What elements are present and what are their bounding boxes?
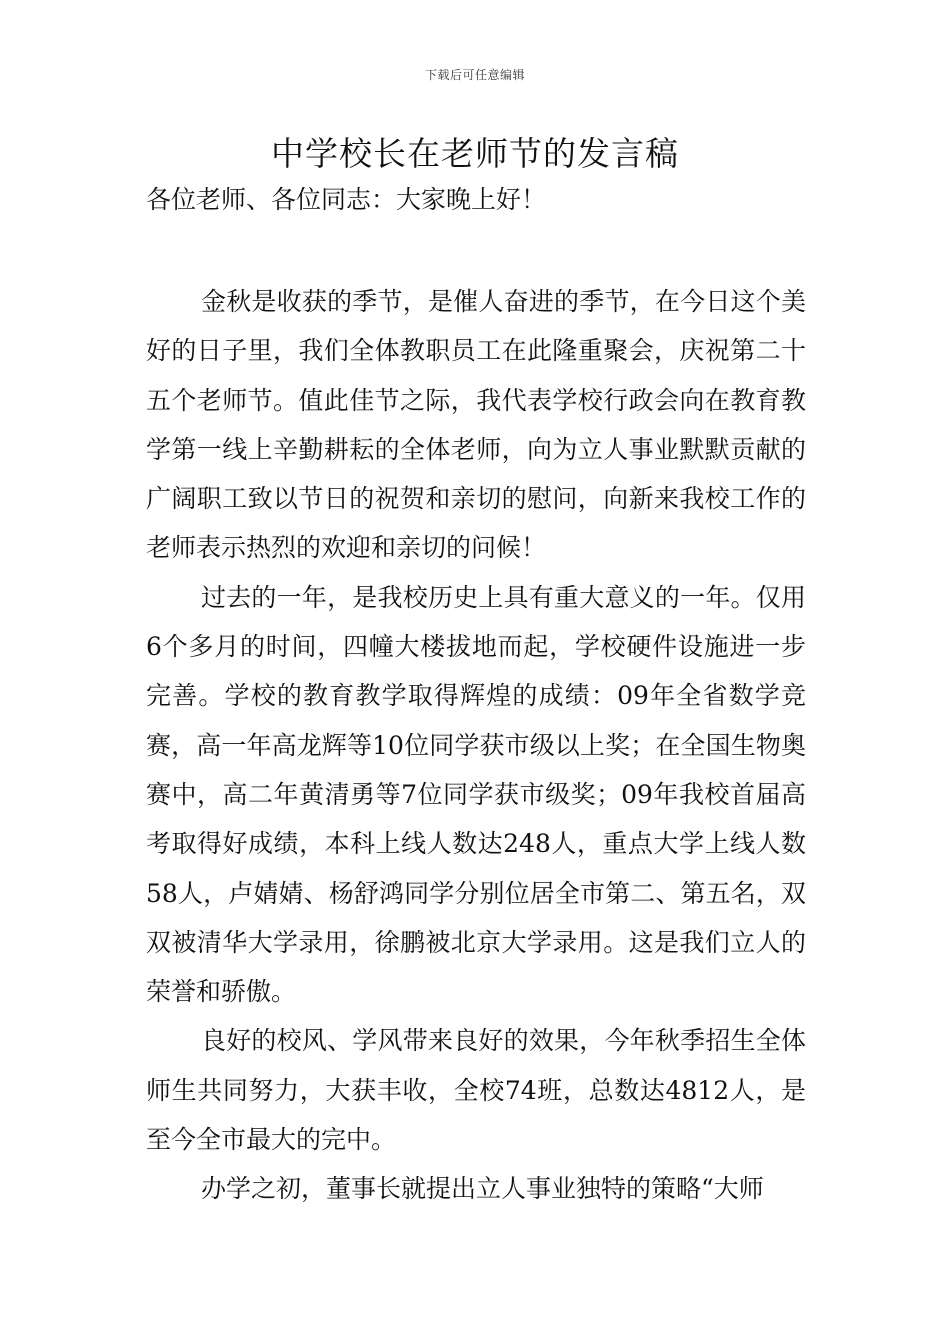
document-title: 中学校长在老师节的发言稿 [271, 134, 679, 173]
header-note: 下载后可任意编辑 [424, 68, 525, 82]
paragraph: 办学之初，董事长就提出立人事业独特的策略“大师 [201, 1174, 764, 1204]
paragraph: 过去的一年，是我校历史上具有重大意义的一年。仅用6个多月的时间，四幢大楼拔地而起，学校硬件设施进一步完善。学校的教育教学取得辉煌的成绩：09年全省数学竞赛，高一年高龙辉等10位同学获市级以上奖；在全国生物奥赛中，高二年黄清勇等7位同学获市级奖；09年我校首届高考取得好成绩，本科上线人数达248人，重点大学上线人数58人，卢婧婧、杨舒鸿同学分别位居全市第二、第五名，双双被清华大学录用，徐鹏被北京大学录用。这是我们立人的荣誉和骄傲。 [146, 582, 806, 1007]
paragraph: 金秋是收获的季节，是催人奋进的季节，在今日这个美好的日子里，我们全体教职员工在此隆重聚会，庆祝第二十五个老师节。值此佳节之际，我代表学校行政会向在教育教学第一线上辛勤耕耘的全体老师，向为立人事业默默贡献的广阔职工致以节日的祝贺和亲切的慰问，向新来我校工作的老师表示热烈的欢迎和亲切的问候！ [146, 287, 806, 563]
paragraph: 良好的校风、学风带来良好的效果，今年秋季招生全体师生共同努力，大获丰收，全校74班，总数达4812人，是至今全市最大的完中。 [146, 1026, 806, 1155]
greeting-line: 各位老师、各位同志：大家晚上好！ [146, 185, 547, 214]
document-body [146, 277, 806, 1214]
